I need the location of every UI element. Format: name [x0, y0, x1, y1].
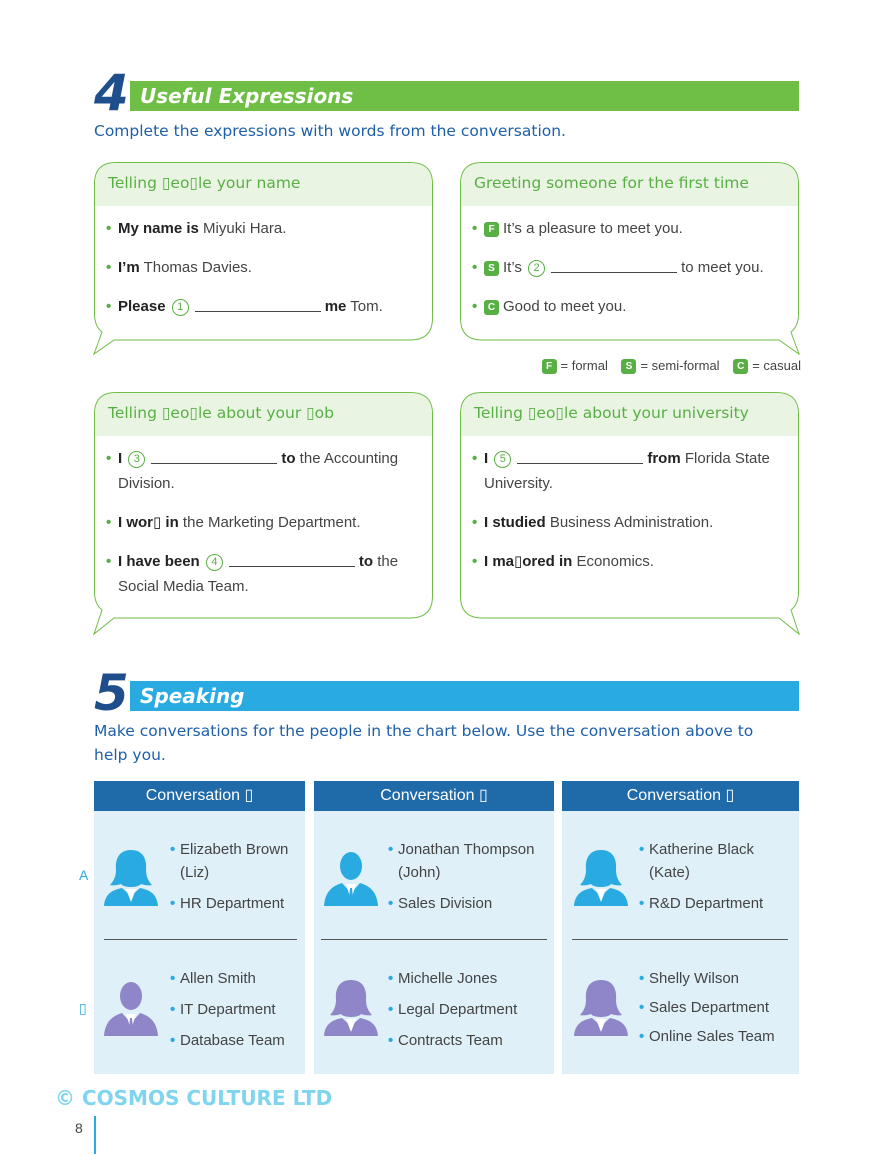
bullet-dot: • [472, 298, 478, 315]
woman-avatar-icon [570, 848, 632, 906]
blank-number: 1 [172, 299, 189, 316]
legend-item: S = semi-formal [621, 358, 719, 373]
man-avatar-icon [100, 978, 162, 1036]
bubble-title: Telling ▯eo▯le your name [108, 174, 301, 192]
page-rule [94, 1116, 96, 1154]
blank-number: 2 [528, 260, 545, 277]
blank-2[interactable] [551, 259, 677, 273]
person-b-team: • Contracts Team [388, 1032, 503, 1049]
blank-number: 5 [494, 451, 511, 468]
conversation-header: Conversation ▯ [94, 781, 305, 811]
person-b-name: • Michelle Jones [388, 970, 498, 987]
conversation-column-3 [562, 781, 799, 1074]
expression-line: • I wor▯ in the Marketing Department. [106, 510, 419, 535]
row-label-a: A [79, 867, 89, 883]
bullet-dot: • [472, 220, 478, 237]
bullet-dot: • [472, 553, 478, 570]
person-a-name: • Jonathan Thompson [388, 841, 535, 858]
row-divider [104, 939, 297, 940]
section-4-header [94, 64, 799, 122]
woman-avatar-icon [570, 978, 632, 1036]
conversation-column-1 [94, 781, 305, 1074]
conversation-header: Conversation ▯ [314, 781, 554, 811]
person-a-dept: • Sales Division [388, 895, 493, 912]
bullet-dot: • [106, 298, 112, 315]
formality-tag: C [484, 300, 499, 315]
bullet-dot: • [106, 259, 112, 276]
bubble-title: Telling ▯eo▯le about your ▯ob [108, 404, 335, 422]
woman-avatar-icon [100, 848, 162, 906]
person-b-dept: • IT Department [170, 1001, 276, 1018]
bubble-telling-name [94, 162, 433, 354]
bullet-dot: • [106, 514, 112, 531]
expression-line: • Please 1 me Tom. [106, 294, 419, 319]
page-number: 8 [75, 1120, 83, 1136]
expression-line: • My name is Miyuki Hara. [106, 216, 419, 241]
person-a-nickname: (John) [398, 864, 441, 881]
person-a-name: • Katherine Black [639, 841, 755, 858]
bubble-title: Telling ▯eo▯le about your university [474, 404, 749, 422]
person-b-name: • Allen Smith [170, 970, 256, 987]
person-a-dept: • R&D Department [639, 895, 764, 912]
section-number: 5 [94, 664, 129, 722]
man-avatar-icon [320, 848, 382, 906]
section-title: Useful Expressions [130, 81, 799, 111]
expression-line: • F It’s a pleasure to meet you. [472, 216, 785, 241]
blank-4[interactable] [229, 553, 355, 567]
expression-line: • I’m Thomas Davies. [106, 255, 419, 280]
blank-number: 4 [206, 554, 223, 571]
bullet-dot: • [472, 259, 478, 276]
person-b-name: • Shelly Wilson [639, 970, 740, 987]
expression-line: • C Good to meet you. [472, 294, 785, 319]
bullet-dot: • [106, 220, 112, 237]
formality-tag: S [484, 261, 499, 276]
person-b-dept: • Legal Department [388, 1001, 518, 1018]
row-label-b: ▯ [79, 1000, 87, 1016]
section-number: 4 [94, 64, 129, 122]
blank-number: 3 [128, 451, 145, 468]
person-a-name: • Elizabeth Brown [170, 841, 289, 858]
blank-1[interactable] [195, 298, 321, 312]
woman-avatar-icon [320, 978, 382, 1036]
row-divider [572, 939, 788, 940]
section-4-instruction: Complete the expressions with words from the conversation. [94, 122, 566, 140]
bubble-telling-university [460, 392, 799, 634]
person-a-nickname: (Kate) [649, 864, 690, 881]
section-title: Speaking [130, 681, 799, 711]
legend-item: C = casual [733, 358, 801, 373]
section-5-instruction: Make conversations for the people in the chart below. Use the conversation above to help you. [94, 722, 754, 764]
conversation-column-2 [314, 781, 554, 1074]
copyright-watermark: © COSMOS CULTURE LTD [55, 1086, 333, 1110]
person-a-nickname: (Liz) [180, 864, 210, 881]
row-divider [321, 939, 547, 940]
expression-line: • I ma▯ored in Economics. [472, 549, 785, 574]
bullet-dot: • [472, 514, 478, 531]
bubble-telling-job [94, 392, 433, 634]
expression-line: • S It’s 2 to meet you. [472, 255, 785, 280]
person-b-dept: • Sales Department [639, 999, 770, 1016]
expression-line: • I have been 4 to the Social Media Team. [106, 549, 419, 599]
person-b-team: • Online Sales Team [639, 1028, 775, 1045]
formality-legend [526, 358, 801, 374]
bubble-greeting [460, 162, 799, 354]
section-5-header [94, 664, 799, 722]
formality-tag: F [484, 222, 499, 237]
bullet-dot: • [106, 553, 112, 570]
person-a-dept: • HR Department [170, 895, 285, 912]
expression-line: • I studied Business Administration. [472, 510, 785, 535]
blank-3[interactable] [151, 450, 277, 464]
person-b-team: • Database Team [170, 1032, 285, 1049]
blank-5[interactable] [517, 450, 643, 464]
expression-line: • I 3 to the Accounting Division. [106, 446, 419, 496]
bullet-dot: • [106, 450, 112, 467]
legend-item: F = formal [542, 358, 608, 373]
conversation-header: Conversation ▯ [562, 781, 799, 811]
expression-line: • I 5 from Florida State University. [472, 446, 785, 496]
bubble-title: Greeting someone for the first time [474, 174, 749, 192]
bullet-dot: • [472, 450, 478, 467]
